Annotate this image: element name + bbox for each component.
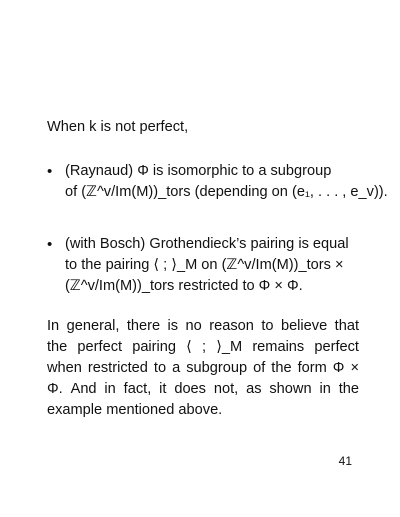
bullet-list xyxy=(47,161,387,328)
conclusion-line: example mentioned above. xyxy=(47,402,223,418)
conclusion-line: In general, there is no reason to believe that xyxy=(47,318,359,334)
bullet-dot-icon: • xyxy=(47,163,53,180)
conclusion-line: when restricted to a subgroup of the form Φ × xyxy=(47,360,359,376)
bullet-line: to the pairing ⟨ ; ⟩_M on (ℤ^v/Im(M))_tors × xyxy=(65,257,344,273)
bullet-dot-icon: • xyxy=(47,236,53,253)
intro-line: When k is not perfect, xyxy=(47,119,189,135)
bullet-raynaud xyxy=(47,161,387,203)
conclusion-line: the perfect pairing ⟨ ; ⟩_M remains perfect xyxy=(47,339,359,355)
bullet-line: of (ℤ^v/Im(M))_tors (depending on (e₁, . . . , e_v)). xyxy=(65,184,388,200)
page-number: 41 xyxy=(338,454,352,468)
conclusion-paragraph xyxy=(47,316,359,421)
bullet-bosch xyxy=(47,234,387,297)
bullet-line: (Raynaud) Φ is isomorphic to a subgroup xyxy=(65,163,332,179)
conclusion-line: Φ. And in fact, it does not, as shown in the xyxy=(47,381,359,397)
bullet-line: (ℤ^v/Im(M))_tors restricted to Φ × Φ. xyxy=(65,278,303,294)
bullet-line: (with Bosch) Grothendieck’s pairing is equal xyxy=(65,236,349,252)
